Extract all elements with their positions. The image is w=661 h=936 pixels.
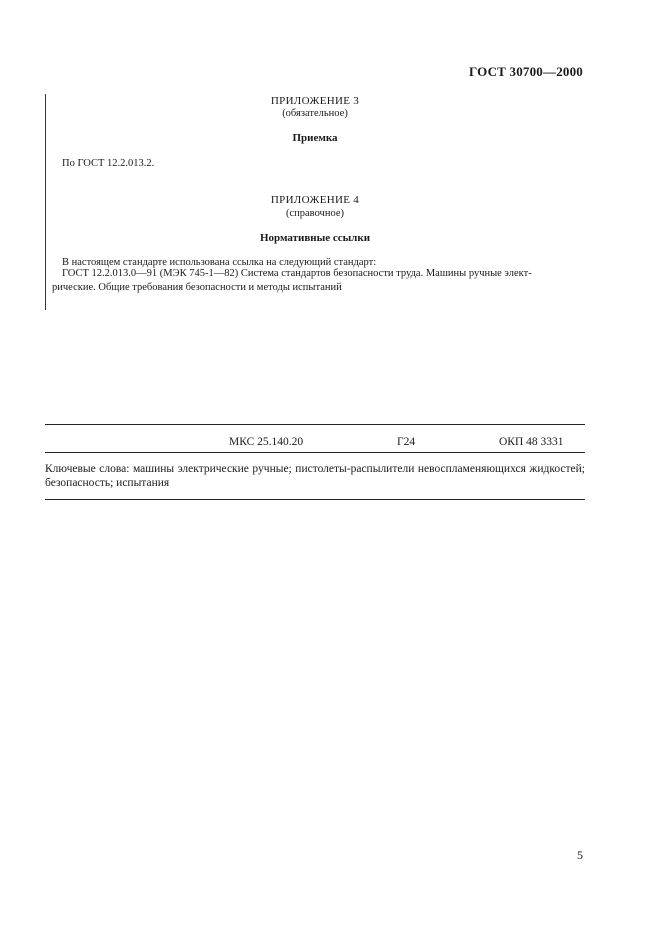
annex4-reference-line1: ГОСТ 12.2.013.0—91 (МЭК 745-1—82) Система стандартов безопасности труда. Машины ручные элект- [62, 268, 532, 279]
page-number: 5 [577, 848, 583, 862]
annex4-reference-line2: рические. Общие требования безопасности и методы испытаний [52, 282, 342, 293]
annex3-text: По ГОСТ 12.2.013.2. [62, 158, 155, 169]
annex4-title: Нормативные ссылки [259, 232, 371, 244]
keywords: Ключевые слова: машины электрические ручные; пистолеты-распылители невоспламеняющихся жидкостей; безопасность; испытания [45, 463, 585, 489]
top-rule [45, 424, 585, 425]
middle-rule [45, 452, 585, 453]
annex4-status: (справочное) [286, 208, 344, 219]
annex4-label: ПРИЛОЖЕНИЕ 4 [270, 194, 360, 206]
annex3-title: Приемка [292, 132, 338, 144]
annex4-intro: В настоящем стандарте использована ссылка на следующий стандарт: [62, 257, 377, 268]
annex3-label: ПРИЛОЖЕНИЕ 3 [270, 95, 360, 107]
okp-code: ОКП 48 3331 [499, 436, 564, 448]
document-code: ГОСТ 30700—2000 [468, 64, 583, 79]
group-code: Г24 [397, 436, 416, 448]
mks-code: МКС 25.140.20 [229, 436, 304, 448]
annex3-status: (обязательное) [282, 108, 348, 119]
bottom-rule [45, 499, 585, 500]
